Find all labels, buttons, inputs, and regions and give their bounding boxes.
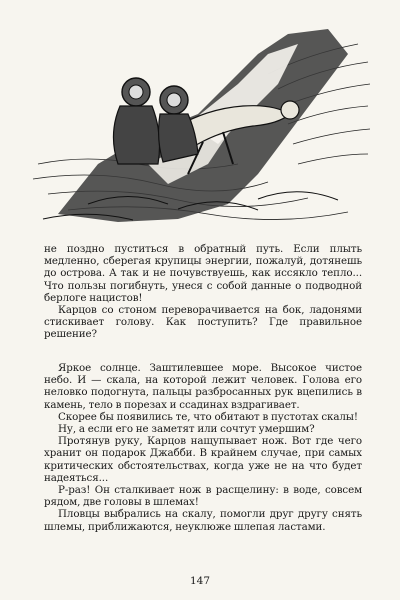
paragraph: не поздно пуститься в обратный путь. Если плыть медленно, сберегая крупицы энергии, пожалуй, дотянешь до острова. А так и не почувствуешь, как иссякло тепло... Что пользы погибнуть, унеся с собой данные о подводной берлоге нацистов! xyxy=(44,243,362,304)
divers-on-rock-icon xyxy=(28,14,374,226)
paragraph: Яркое солнце. Заштилевшее море. Высокое чистое небо. И — скала, на которой лежит человек. Голова его неловко подогнута, пальцы разбросанных рук вцепились в камень, тело в порезах и ссадинах вздрагивает. xyxy=(44,362,362,411)
paragraph: Р-раз! Он сталкивает нож в расщелину: в воде, совсем рядом, две головы в шлемах! xyxy=(44,484,362,509)
text-block-top xyxy=(44,243,362,341)
paragraph: Пловцы выбрались на скалу, помогли друг другу снять шлемы, приближаются, неуклюже шлепая ластами. xyxy=(44,508,362,533)
text-block-bottom xyxy=(44,362,362,533)
paragraph: Протянув руку, Карцов нащупывает нож. Вот где чего хранит он подарок Джабби. В крайнем случае, при самых критических обстоятельствах, когда уже не на что будет надеяться... xyxy=(44,435,362,484)
paragraph: Карцов со стоном переворачивается на бок, ладонями стискивает голову. Как поступить? Где правильное решение? xyxy=(44,304,362,341)
paragraph: Ну, а если его не заметят или сочтут умершим? xyxy=(58,423,315,436)
page-number: 147 xyxy=(189,575,211,587)
illustration xyxy=(28,14,374,226)
paragraph: Скорее бы появились те, что обитают в пустотах скалы! xyxy=(58,410,358,423)
